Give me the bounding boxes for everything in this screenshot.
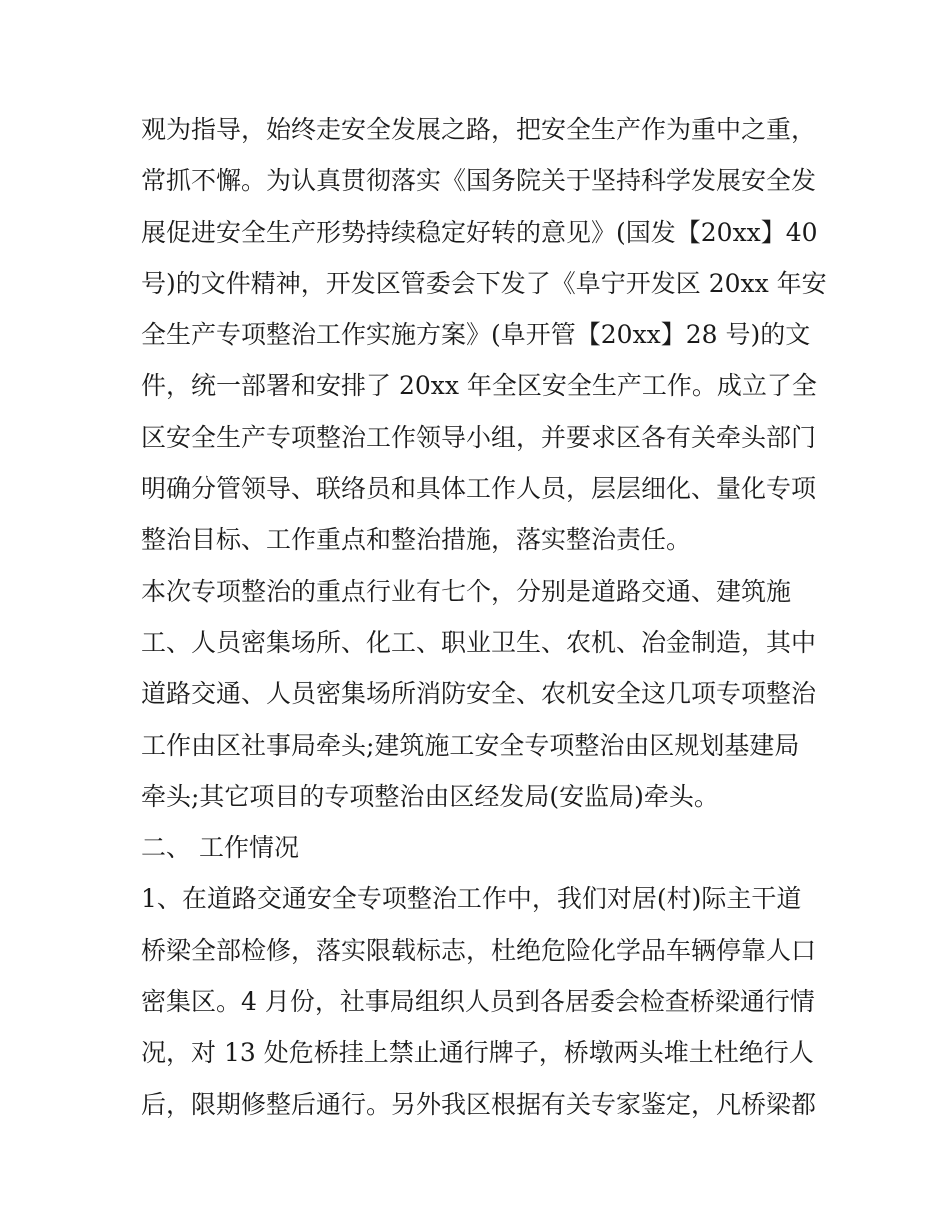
text-line: 件，统一部署和安排了 20xx 年全区安全生产工作。成立了全: [141, 371, 817, 401]
text-line: 道路交通、人员密集场所消防安全、农机安全这几项专项整治: [141, 679, 817, 709]
text-line: 密集区。4 月份，社事局组织人员到各居委会检查桥梁通行情: [141, 987, 815, 1017]
text-line: 工作由区社事局牵头;建筑施工安全专项整治由区规划基建局: [141, 730, 800, 760]
text-line: 全生产专项整治工作实施方案》(阜开管【20xx】28 号)的文: [141, 320, 811, 350]
text-line: 号)的文件精神，开发区管委会下发了《阜宁开发区 20xx 年安: [141, 268, 827, 298]
text-line: 本次专项整治的重点行业有七个，分别是道路交通、建筑施: [141, 576, 792, 606]
text-line: 1、在道路交通安全专项整治工作中，我们对居(村)际主干道: [141, 884, 802, 914]
text-line: 观为指导，始终走安全发展之路，把安全生产作为重中之重，: [141, 115, 817, 144]
text-line: 牵头;其它项目的专项整治由区经发局(安监局)牵头。: [141, 781, 719, 811]
text-line: 常抓不懈。为认真贯彻落实《国务院关于坚持科学发展安全发: [141, 166, 817, 196]
text-line: 后，限期修整后通行。另外我区根据有关专家鉴定，凡桥梁都: [141, 1089, 817, 1119]
text-line: 明确分管领导、联络员和具体工作人员，层层细化、量化专项: [141, 474, 817, 504]
text-line: 况，对 13 处危桥挂上禁止通行牌子，桥墩两头堆土杜绝行人: [141, 1038, 814, 1068]
section-heading: 二、 工作情况: [141, 833, 299, 863]
text-line: 桥梁全部检修，落实限载标志，杜绝危险化学品车辆停靠人口: [141, 935, 817, 965]
document-body: [141, 104, 831, 1130]
text-line: 整治目标、工作重点和整治措施，落实整治责任。: [141, 525, 692, 555]
text-line: 工、人员密集场所、化工、职业卫生、农机、冶金制造，其中: [141, 627, 817, 657]
text-line: 区安全生产专项整治工作领导小组，并要求区各有关牵头部门: [141, 422, 817, 452]
text-line: 展促进安全生产形势持续稳定好转的意见》(国发【20xx】40: [141, 217, 818, 247]
